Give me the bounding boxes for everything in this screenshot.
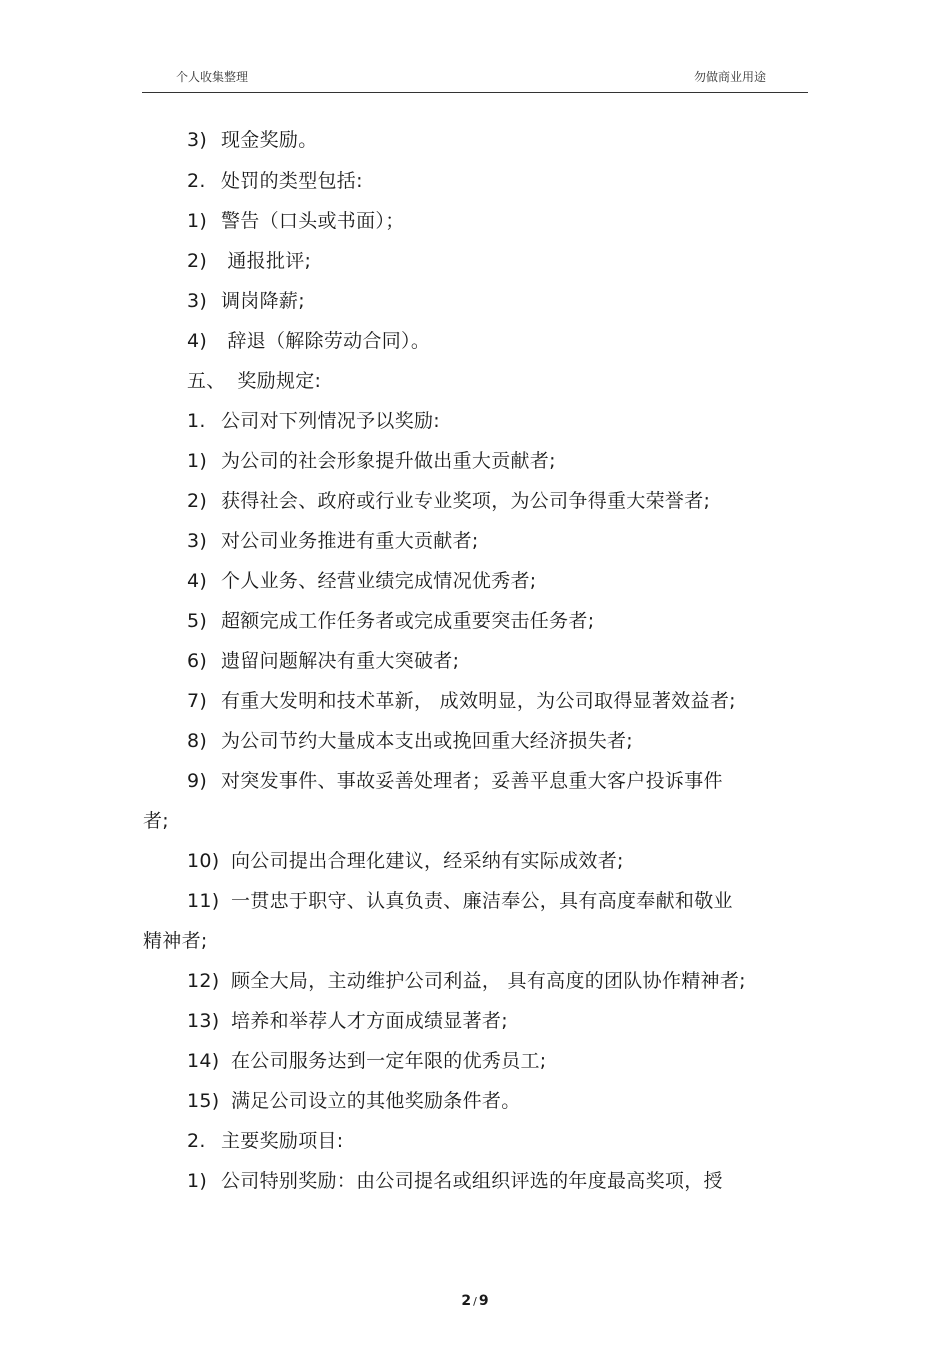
list-item-continuation [143,809,169,833]
item-number: 2. [187,1130,206,1152]
item-number: 3) [187,530,208,552]
list-item [187,1169,723,1193]
list-item [187,529,479,553]
list-item [187,409,440,433]
item-number: 5) [187,610,208,632]
list-item [187,209,405,233]
item-number: 1) [187,210,208,232]
list-item [187,128,318,152]
item-text: 调岗降薪; [221,290,305,312]
page-separator: / [473,1295,477,1308]
list-item [187,889,733,913]
list-item [187,249,311,273]
item-number: 7) [187,690,208,712]
item-number: 3) [187,129,208,151]
list-item [187,649,459,673]
item-text: 警告（口头或书面）； [221,210,405,232]
item-number: 2) [187,490,208,512]
item-text: 对公司业务推进有重大贡献者; [221,530,479,552]
item-number: 6) [187,650,208,672]
item-text: 辞退（解除劳动合同）。 [221,330,431,352]
item-number: 8) [187,730,208,752]
list-item [187,449,556,473]
item-text: 超额完成工作任务者或完成重要突击任务者; [221,610,595,632]
section-title: 奖励规定: [231,370,322,392]
item-text: 培养和举荐人才方面成绩显著者; [231,1010,508,1032]
item-text: 向公司提出合理化建议，经采纳有实际成效者; [231,850,624,872]
list-item [187,1049,547,1073]
item-text: 公司特别奖励：由公司提名或组织评选的年度最高奖项，授 [221,1170,723,1192]
list-item [187,849,624,873]
current-page: 2 [461,1293,472,1309]
item-number: 11) [187,890,220,912]
item-text: 通报批评; [221,250,312,272]
item-number: 14) [187,1050,220,1072]
header-left-text: 个人收集整理 [176,70,249,84]
page-number [0,1293,950,1309]
item-text: 有重大发明和技术革新， 成效明显，为公司取得显著效益者; [221,690,736,712]
item-number: 1. [187,410,206,432]
item-text: 现金奖励。 [221,129,318,151]
item-text: 主要奖励项目: [221,1130,344,1152]
item-text: 公司对下列情况予以奖励: [221,410,441,432]
item-number: 4) [187,570,208,592]
item-number: 2) [187,250,208,272]
list-item-continuation [143,929,208,953]
item-text: 一贯忠于职守、认真负责、廉洁奉公，具有高度奉献和敬业 [231,890,733,912]
item-number: 2. [187,170,206,192]
section-heading [187,369,321,393]
item-text: 精神者; [143,930,208,952]
item-text: 获得社会、政府或行业专业奖项，为公司争得重大荣誉者; [221,490,711,512]
item-text: 顾全大局，主动维护公司利益， 具有高度的团队协作精神者; [231,970,746,992]
item-text: 满足公司设立的其他奖励条件者。 [231,1090,521,1112]
item-number: 15) [187,1090,220,1112]
list-item [187,609,594,633]
list-item [187,729,633,753]
list-item [187,1009,508,1033]
item-text: 个人业务、经营业绩完成情况优秀者; [221,570,537,592]
section-number: 五、 [187,370,226,392]
item-text: 为公司的社会形象提升做出重大贡献者; [221,450,556,472]
list-item [187,1089,521,1113]
list-item [187,329,430,353]
list-item [187,1129,344,1153]
item-number: 10) [187,850,220,872]
item-text: 者; [143,810,170,832]
list-item [187,689,736,713]
item-text: 处罚的类型包括: [221,170,363,192]
item-number: 1) [187,450,208,472]
item-number: 3) [187,290,208,312]
list-item [187,969,746,993]
list-item [187,489,710,513]
item-text: 为公司节约大量成本支出或挽回重大经济损失者; [221,730,634,752]
total-pages: 9 [478,1293,489,1309]
item-number: 12) [187,970,220,992]
item-number: 1) [187,1170,208,1192]
item-text: 在公司服务达到一定年限的优秀员工; [231,1050,547,1072]
item-text: 遗留问题解决有重大突破者; [221,650,460,672]
item-number: 9) [187,770,208,792]
list-item [187,169,363,193]
header-right-text: 勿做商业用途 [693,70,766,84]
item-number: 13) [187,1010,220,1032]
list-item [187,569,537,593]
item-number: 4) [187,330,208,352]
list-item [187,769,723,793]
item-text: 对突发事件、事故妥善处理者；妥善平息重大客户投诉事件 [221,770,723,792]
list-item [187,289,305,313]
